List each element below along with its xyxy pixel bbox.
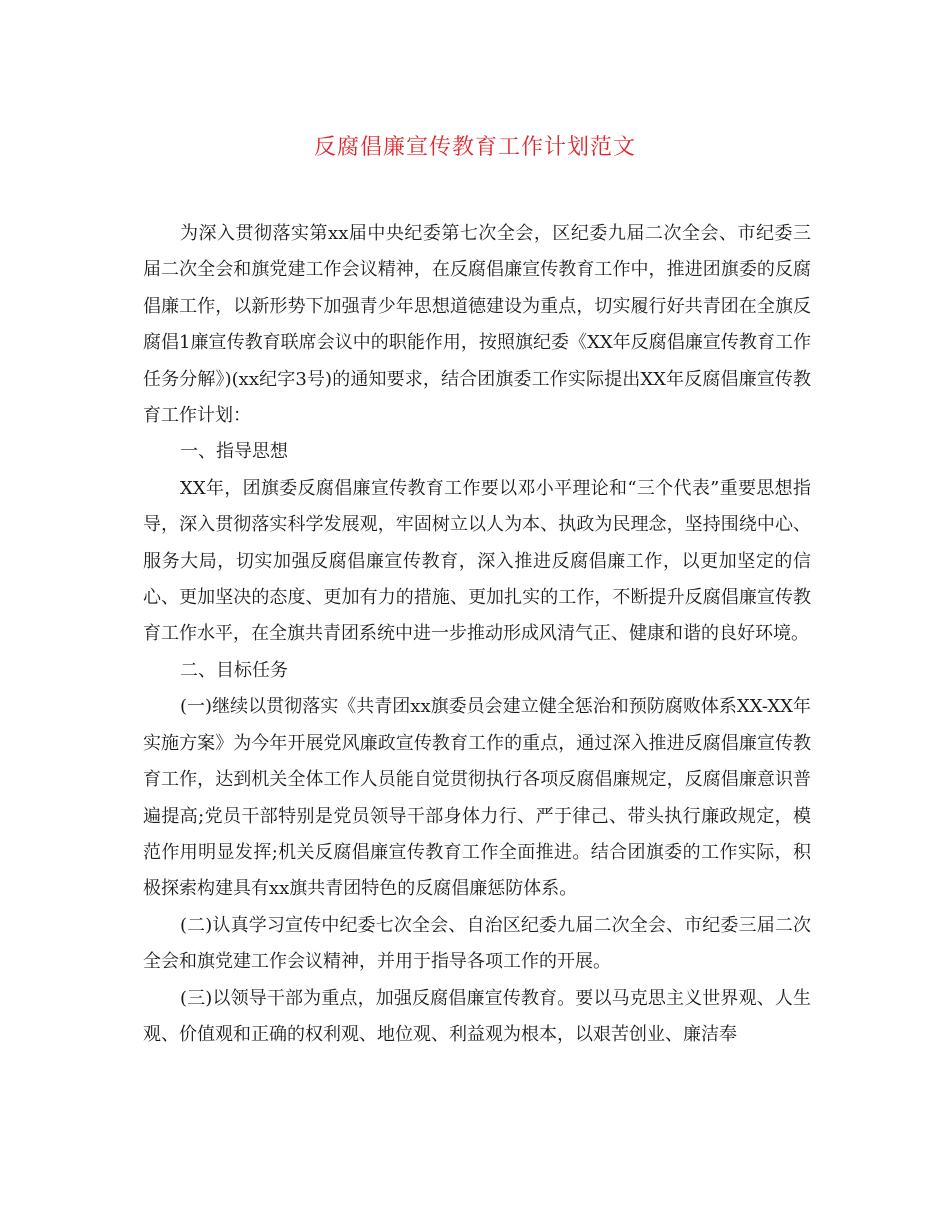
heading-goals-tasks: 二、目标任务	[180, 659, 288, 681]
document-title: 反腐倡廉宣传教育工作计划范文	[313, 135, 636, 160]
paragraph-task-3: (三)以领导干部为重点，加强反腐倡廉宣传教育。要以马克思主义世界观、人生观、价值观和正确的权利观、地位观、利益观为根本，以艰苦创业、廉洁奉	[143, 987, 811, 1045]
heading-guiding-ideology: 一、指导思想	[180, 441, 288, 463]
paragraph-intro: 为深入贯彻落实第xx届中央纪委第七次全会，区纪委九届二次全会、市纪委三届二次全会和旗党建工作会议精神，在反腐倡廉宣传教育工作中，推进团旗委的反腐倡廉工作，以新形势下加强青少年思想道德建设为重点，切实履行好共青团在全旗反腐倡1廉宣传教育联席会议中的职能作用，按照旗纪委《XX年反腐倡廉宣传教育工作任务分解》)(xx纪字3号)的通知要求，结合团旗委工作实际提出XX年反腐倡廉宣传教育工作计划：	[143, 223, 811, 427]
paragraph-task-2: (二)认真学习宣传中纪委七次全会、自治区纪委九届二次全会、市纪委三届二次全会和旗党建工作会议精神，并用于指导各项工作的开展。	[143, 914, 811, 973]
document-body	[143, 216, 811, 1053]
paragraph-guiding-ideology: XX年，团旗委反腐倡廉宣传教育工作要以邓小平理论和“三个代表”重要思想指导，深入贯彻落实科学发展观，牢固树立以人为本、执政为民理念，坚持围绕中心、服务大局，切实加强反腐倡廉宣传教育，深入推进反腐倡廉工作，以更加坚定的信心、更加坚决的态度、更加有力的措施、更加扎实的工作，不断提升反腐倡廉宣传教育工作水平，在全旗共青团系统中进一步推动形成风清气正、健康和谐的良好环境。	[143, 477, 811, 645]
paragraph-task-1: (一)继续以贯彻落实《共青团xx旗委员会建立健全惩治和预防腐败体系XX-XX年实施方案》为今年开展党风廉政宣传教育工作的重点，通过深入推进反腐倡廉宣传教育工作，达到机关全体工作人员能自觉贯彻执行各项反腐倡廉规定，反腐倡廉意识普遍提高;党员干部特别是党员领导干部身体力行、严于律己、带头执行廉政规定，模范作用明显发挥;机关反腐倡廉宣传教育工作全面推进。结合团旗委的工作实际，积极探索构建具有xx旗共青团特色的反腐倡廉惩防体系。	[143, 696, 811, 900]
